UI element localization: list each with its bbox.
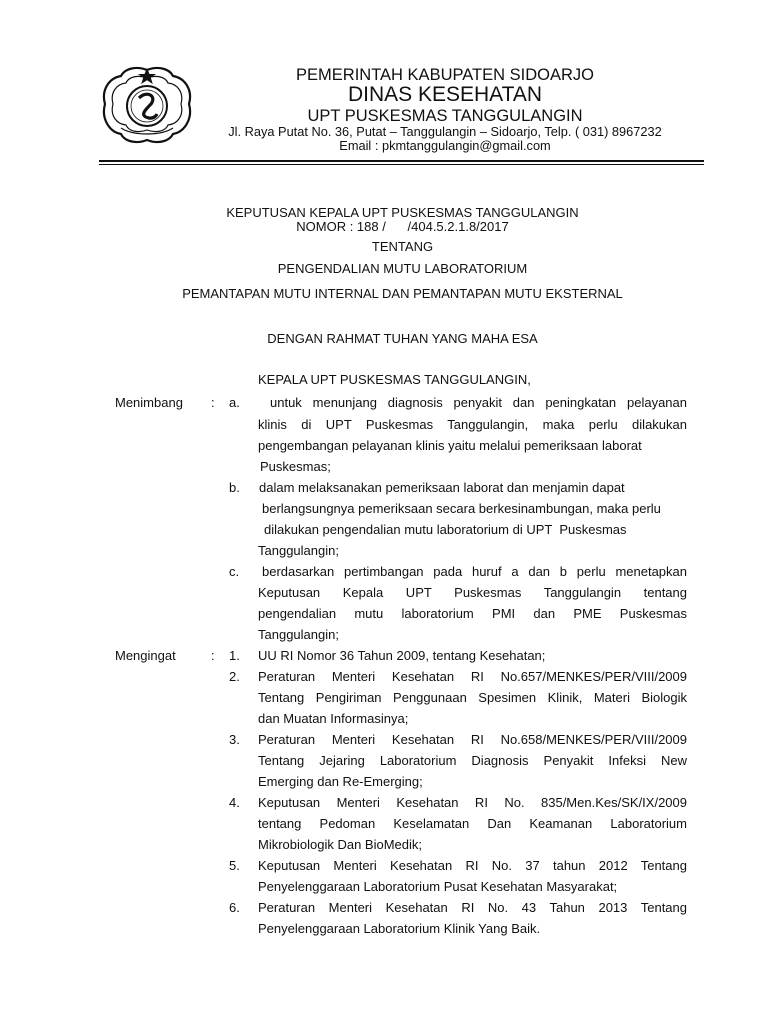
letterhead-email: Email : pkmtanggulangin@gmail.com (339, 138, 551, 153)
section-label-menimbang: Menimbang (115, 395, 183, 410)
item-line: berlangsungnya pemeriksaan secara berkesinambungan, maka perlu (262, 501, 661, 516)
item-line: Keputusan Menteri Kesehatan RI No. 835/Men.Kes/SK/IX/2009 (258, 795, 687, 810)
item-marker: 3. (229, 732, 240, 747)
item-line: Keputusan Menteri Kesehatan RI No. 37 tahun 2012 Tentang (258, 858, 687, 873)
section-label-mengingat: Mengingat (115, 648, 176, 663)
letterhead-rule-thick (99, 160, 704, 162)
item-marker: a. (229, 395, 240, 410)
item-marker: 4. (229, 795, 240, 810)
item-line: dalam melaksanakan pemeriksaan laborat dan menjamin dapat (259, 480, 625, 495)
item-line: Tanggulangin; (258, 543, 339, 558)
item-line: Penyelenggaraan Laboratorium Klinik Yang Baik. (258, 921, 541, 936)
section-colon: : (211, 648, 215, 663)
item-line: Keputusan Kepala UPT Puskesmas Tanggulangin tentang (258, 585, 687, 600)
item-line: klinis di UPT Puskesmas Tanggulangin, maka perlu dilakukan (258, 417, 687, 432)
item-marker: 1. (229, 648, 240, 663)
item-line: Tentang Jejaring Laboratorium Diagnosis Penyakit Infeksi New (258, 753, 687, 768)
letterhead-unit: UPT PUSKESMAS TANGGULANGIN (307, 107, 583, 125)
item-line: UU RI Nomor 36 Tahun 2009, tentang Kesehatan; (258, 648, 546, 663)
decree-title: KEPUTUSAN KEPALA UPT PUSKESMAS TANGGULANGIN (226, 205, 579, 220)
item-line: berdasarkan pertimbangan pada huruf a dan b perlu menetapkan (262, 564, 687, 579)
item-marker: 6. (229, 900, 240, 915)
sidoarjo-emblem-icon (99, 62, 195, 146)
item-line: Emerging dan Re-Emerging; (258, 774, 423, 789)
item-line: Peraturan Menteri Kesehatan RI No. 43 Tahun 2013 Tentang (258, 900, 687, 915)
letterhead-department: DINAS KESEHATAN (347, 83, 543, 106)
item-line: dilakukan pengendalian mutu laboratorium di UPT Puskesmas (264, 522, 627, 537)
item-line: Mikrobiologik Dan BioMedik; (258, 837, 423, 852)
section-colon: : (211, 395, 215, 410)
item-marker: 2. (229, 669, 240, 684)
item-marker: 5. (229, 858, 240, 873)
decree-subject: PENGENDALIAN MUTU LABORATORIUM (277, 261, 528, 276)
item-line: Tanggulangin; (258, 627, 339, 642)
decree-about: TENTANG (371, 239, 434, 254)
decree-issuer: KEPALA UPT PUSKESMAS TANGGULANGIN, (258, 372, 531, 387)
item-line: tentang Pedoman Keselamatan Dan Keamanan Laboratorium (258, 816, 687, 831)
item-line: Peraturan Menteri Kesehatan RI No.658/MENKES/PER/VIII/2009 (258, 732, 687, 747)
letterhead-address: Jl. Raya Putat No. 36, Putat – Tanggulangin – Sidoarjo, Telp. ( 031) 8967232 (228, 124, 662, 139)
letterhead-rule-thin (99, 164, 704, 165)
decree-number: NOMOR : 188 / /404.5.2.1.8/2017 (296, 219, 509, 234)
item-line: pengendalian mutu laboratorium PMI dan PME Puskesmas (258, 606, 687, 621)
decree-invocation: DENGAN RAHMAT TUHAN YANG MAHA ESA (267, 331, 538, 346)
item-line: pengembangan pelayanan klinis yaitu melalui pemeriksaan laborat (258, 438, 642, 453)
item-marker: b. (229, 480, 240, 495)
item-line: untuk menunjang diagnosis penyakit dan peningkatan pelayanan (270, 395, 687, 410)
item-line: dan Muatan Informasinya; (258, 711, 409, 726)
item-line: Peraturan Menteri Kesehatan RI No.657/MENKES/PER/VIII/2009 (258, 669, 687, 684)
item-line: Tentang Pengiriman Penggunaan Spesimen Klinik, Materi Biologik (258, 690, 687, 705)
item-line: Puskesmas; (260, 459, 331, 474)
item-marker: c. (229, 564, 240, 579)
decree-subtitle: PEMANTAPAN MUTU INTERNAL DAN PEMANTAPAN MUTU EKSTERNAL (182, 286, 623, 301)
item-line: Penyelenggaraan Laboratorium Pusat Kesehatan Masyarakat; (258, 879, 618, 894)
letterhead-government: PEMERINTAH KABUPATEN SIDOARJO (296, 66, 594, 84)
